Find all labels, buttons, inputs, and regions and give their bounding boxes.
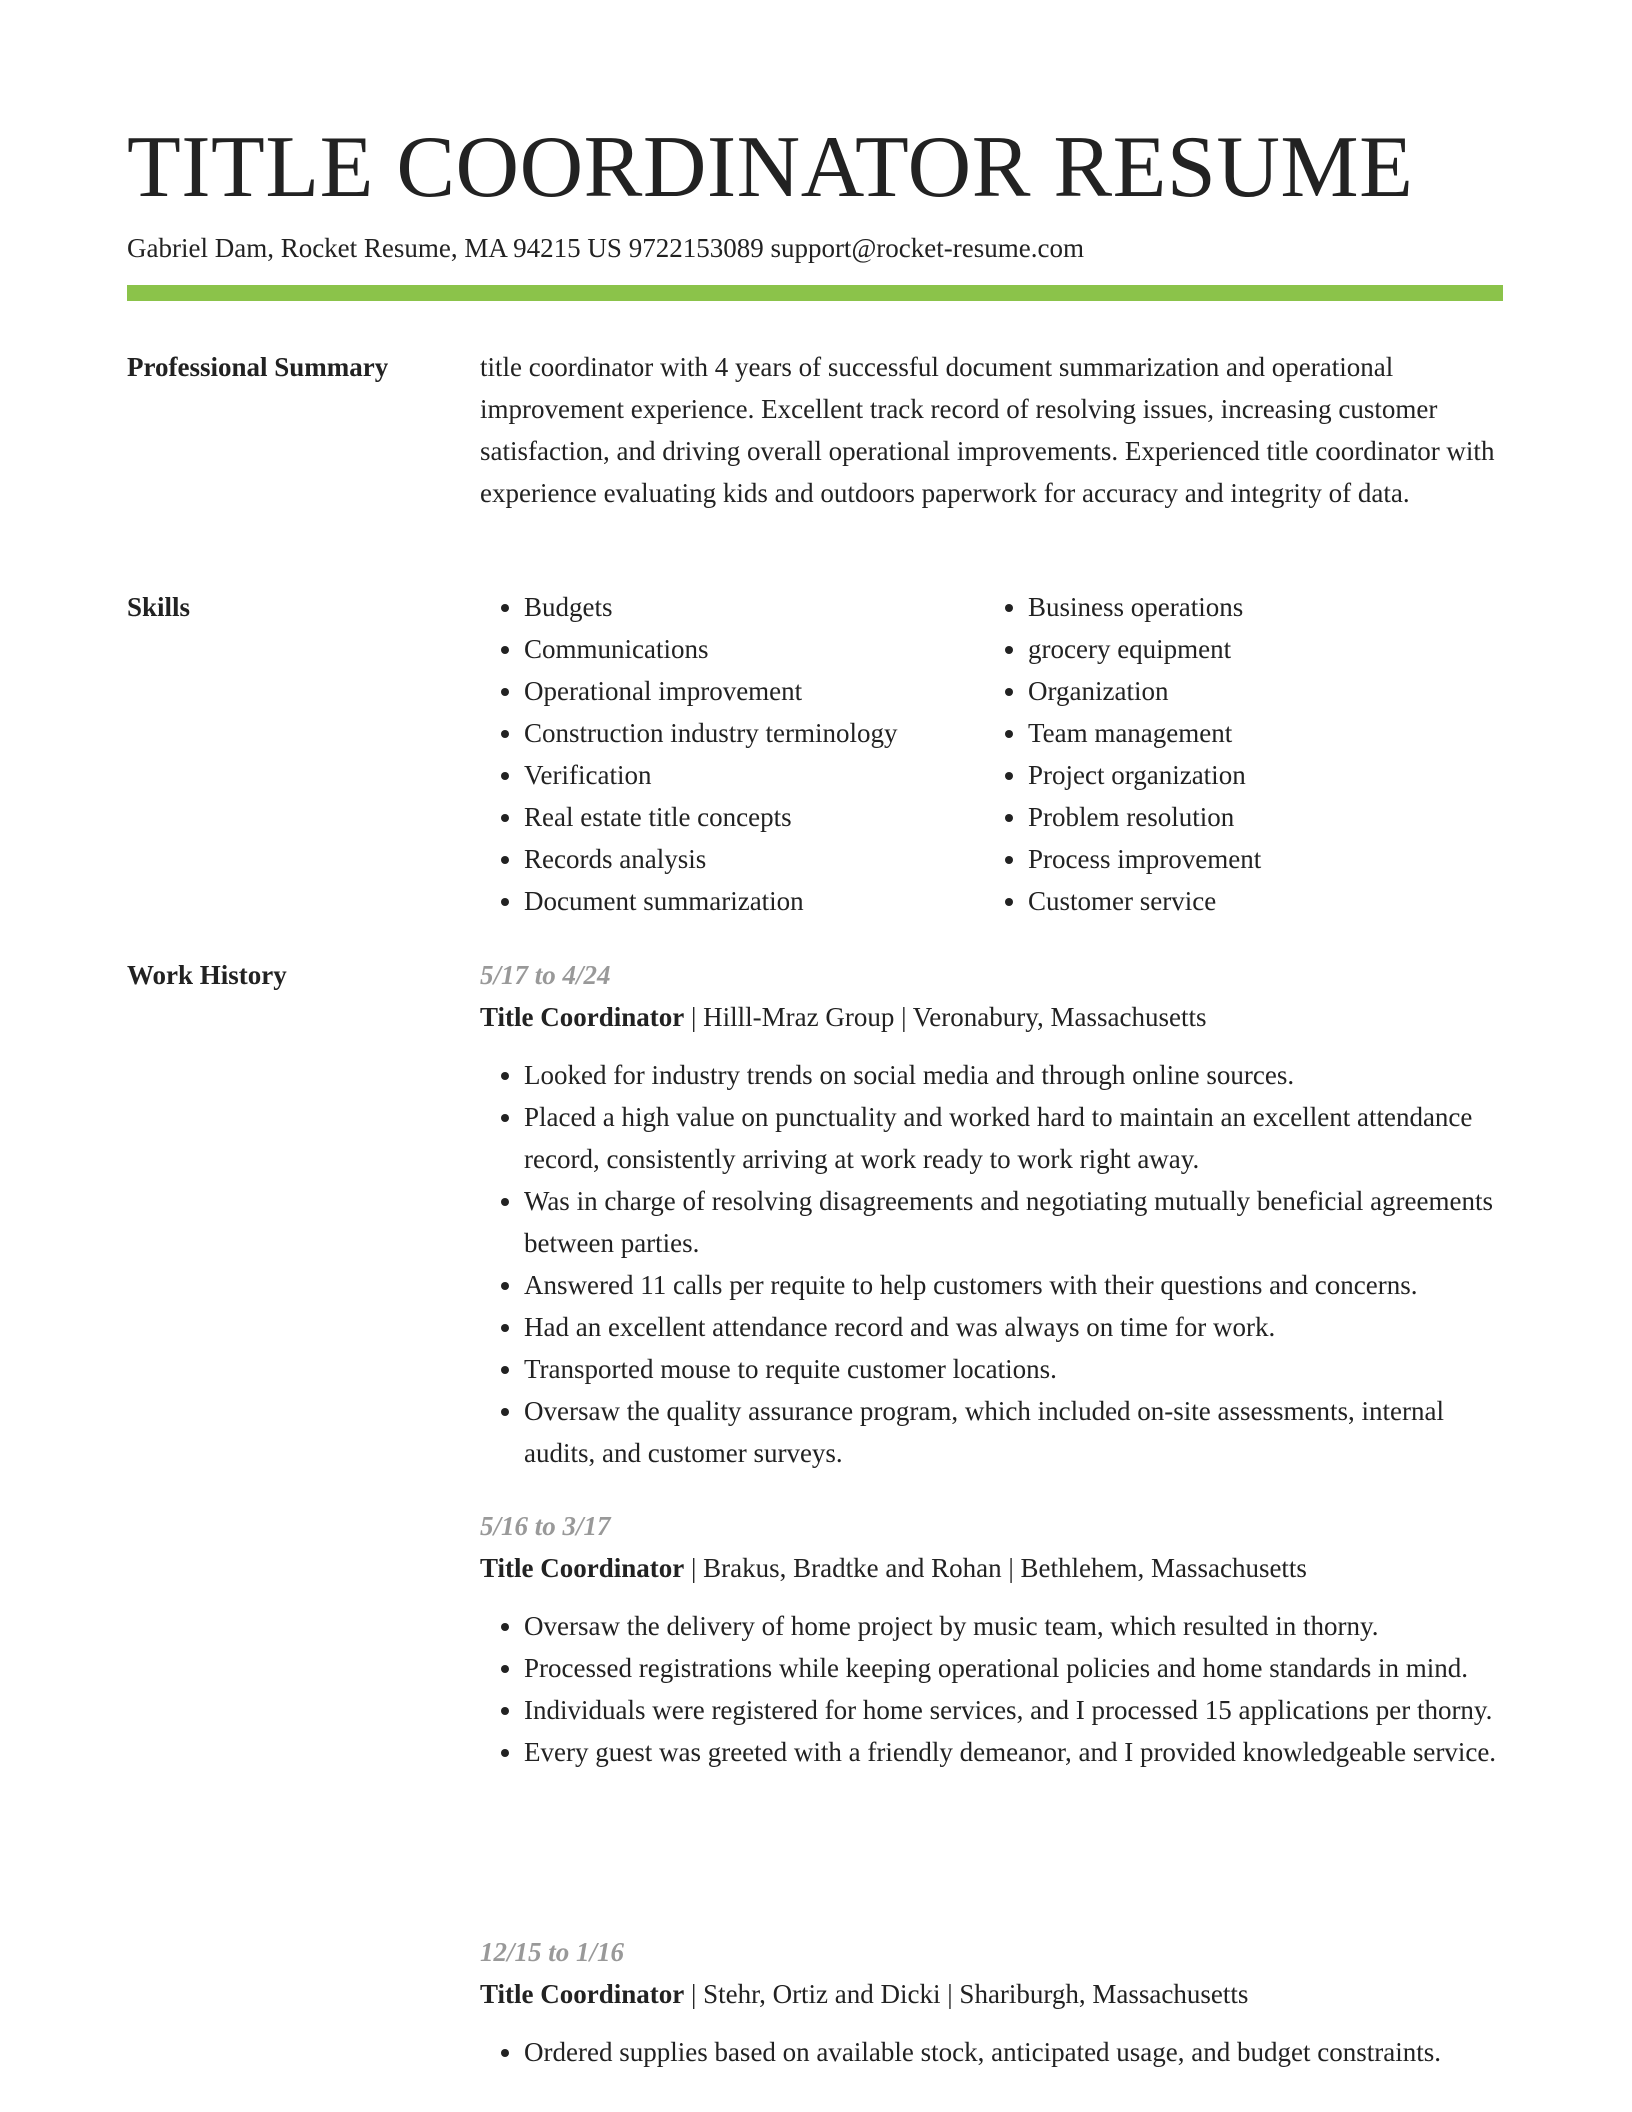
- job-location: Veronabury, Massachusetts: [912, 1002, 1207, 1032]
- skill-item: • Customer service: [1028, 880, 1484, 922]
- skill-item: • Process improvement: [1028, 838, 1484, 880]
- skill-item: • Organization: [1028, 670, 1484, 712]
- contact-line: Gabriel Dam, Rocket Resume, MA 94215 US 9722153089 support@rocket-resume.com: [127, 233, 1084, 263]
- job-bullet: • Placed a high value on punctuality and worked hard to maintain an excellent attendance record, consistently arriving at work ready to work right away.: [524, 1096, 1504, 1180]
- job-title: Title Coordinator: [480, 1979, 685, 2009]
- job-company: Hilll-Mraz Group: [703, 1002, 895, 1032]
- skill-item: • Records analysis: [524, 838, 980, 880]
- job-heading: [480, 996, 1504, 1038]
- accent-divider: [127, 285, 1503, 301]
- skill-item: • grocery equipment: [1028, 628, 1484, 670]
- section-label-skills: Skills: [127, 592, 191, 622]
- skills-list-1: [480, 586, 980, 922]
- skills-column-1: [480, 586, 980, 922]
- resume-title: TITLE COORDINATOR RESUME: [127, 119, 1414, 216]
- job-entry: [480, 954, 1504, 1474]
- summary-text: title coordinator with 4 years of successful document summarization and operational improvement experience. Excellent track record of resolving issues, increasing customer satisfaction, and driving overall operational improvements. Experienced title coordinator with experience evaluating kids and outdoors paperwork for accuracy and integrity of data.: [480, 352, 1495, 508]
- job-bullet: • Was in charge of resolving disagreements and negotiating mutually beneficial agreements between parties.: [524, 1180, 1504, 1264]
- job-bullet: • Individuals were registered for home services, and I processed 15 applications per thorny.: [524, 1689, 1504, 1731]
- job-dates: 5/16 to 3/17: [480, 1511, 611, 1541]
- skill-item: • Team management: [1028, 712, 1484, 754]
- job-bullets: [480, 2031, 1504, 2073]
- heading-separator: |: [940, 1979, 960, 2009]
- job-bullet: • Ordered supplies based on available stock, anticipated usage, and budget constraints.: [524, 2031, 1504, 2073]
- skill-item: • Document summarization: [524, 880, 980, 922]
- skill-item: • Real estate title concepts: [524, 796, 980, 838]
- job-company: Stehr, Ortiz and Dicki: [703, 1979, 941, 2009]
- job-company: Brakus, Bradtke and Rohan: [703, 1553, 1002, 1583]
- skill-item: • Business operations: [1028, 586, 1484, 628]
- skill-item: • Verification: [524, 754, 980, 796]
- skill-item: • Construction industry terminology: [524, 712, 980, 754]
- heading-separator: |: [684, 1002, 704, 1032]
- job-entry: [480, 1931, 1504, 2073]
- skill-item: • Budgets: [524, 586, 980, 628]
- job-heading: [480, 1547, 1504, 1589]
- section-label-summary: Professional Summary: [127, 352, 389, 382]
- skill-item: • Operational improvement: [524, 670, 980, 712]
- section-label-work-history: Work History: [127, 960, 287, 990]
- job-bullet: • Oversaw the delivery of home project by music team, which resulted in thorny.: [524, 1605, 1504, 1647]
- job-bullet: • Oversaw the quality assurance program, which included on-site assessments, internal audits, and customer surveys.: [524, 1390, 1504, 1474]
- heading-separator: |: [1001, 1553, 1021, 1583]
- job-bullet: • Looked for industry trends on social media and through online sources.: [524, 1054, 1504, 1096]
- job-location: Bethlehem, Massachusetts: [1020, 1553, 1307, 1583]
- skill-item: • Communications: [524, 628, 980, 670]
- job-bullet: • Had an excellent attendance record and was always on time for work.: [524, 1306, 1504, 1348]
- skills-column-2: [984, 586, 1484, 922]
- job-dates: 12/15 to 1/16: [480, 1937, 625, 1967]
- job-title: Title Coordinator: [480, 1002, 685, 1032]
- skill-item: • Problem resolution: [1028, 796, 1484, 838]
- job-entry: [480, 1505, 1504, 1773]
- job-location: Shariburgh, Massachusetts: [959, 1979, 1249, 2009]
- skill-item: • Project organization: [1028, 754, 1484, 796]
- heading-separator: |: [684, 1979, 704, 2009]
- job-bullet: • Answered 11 calls per requite to help customers with their questions and concerns.: [524, 1264, 1504, 1306]
- job-dates: 5/17 to 4/24: [480, 960, 611, 990]
- job-heading: [480, 1973, 1504, 2015]
- job-bullet: • Transported mouse to requite customer locations.: [524, 1348, 1504, 1390]
- heading-separator: |: [684, 1553, 704, 1583]
- job-bullets: [480, 1605, 1504, 1773]
- job-title: Title Coordinator: [480, 1553, 685, 1583]
- job-bullets: [480, 1054, 1504, 1474]
- heading-separator: |: [894, 1002, 913, 1032]
- summary-section: [480, 346, 1504, 514]
- skills-list-2: [984, 586, 1484, 922]
- job-bullet: • Every guest was greeted with a friendly demeanor, and I provided knowledgeable service.: [524, 1731, 1504, 1773]
- job-bullet: • Processed registrations while keeping operational policies and home standards in mind.: [524, 1647, 1504, 1689]
